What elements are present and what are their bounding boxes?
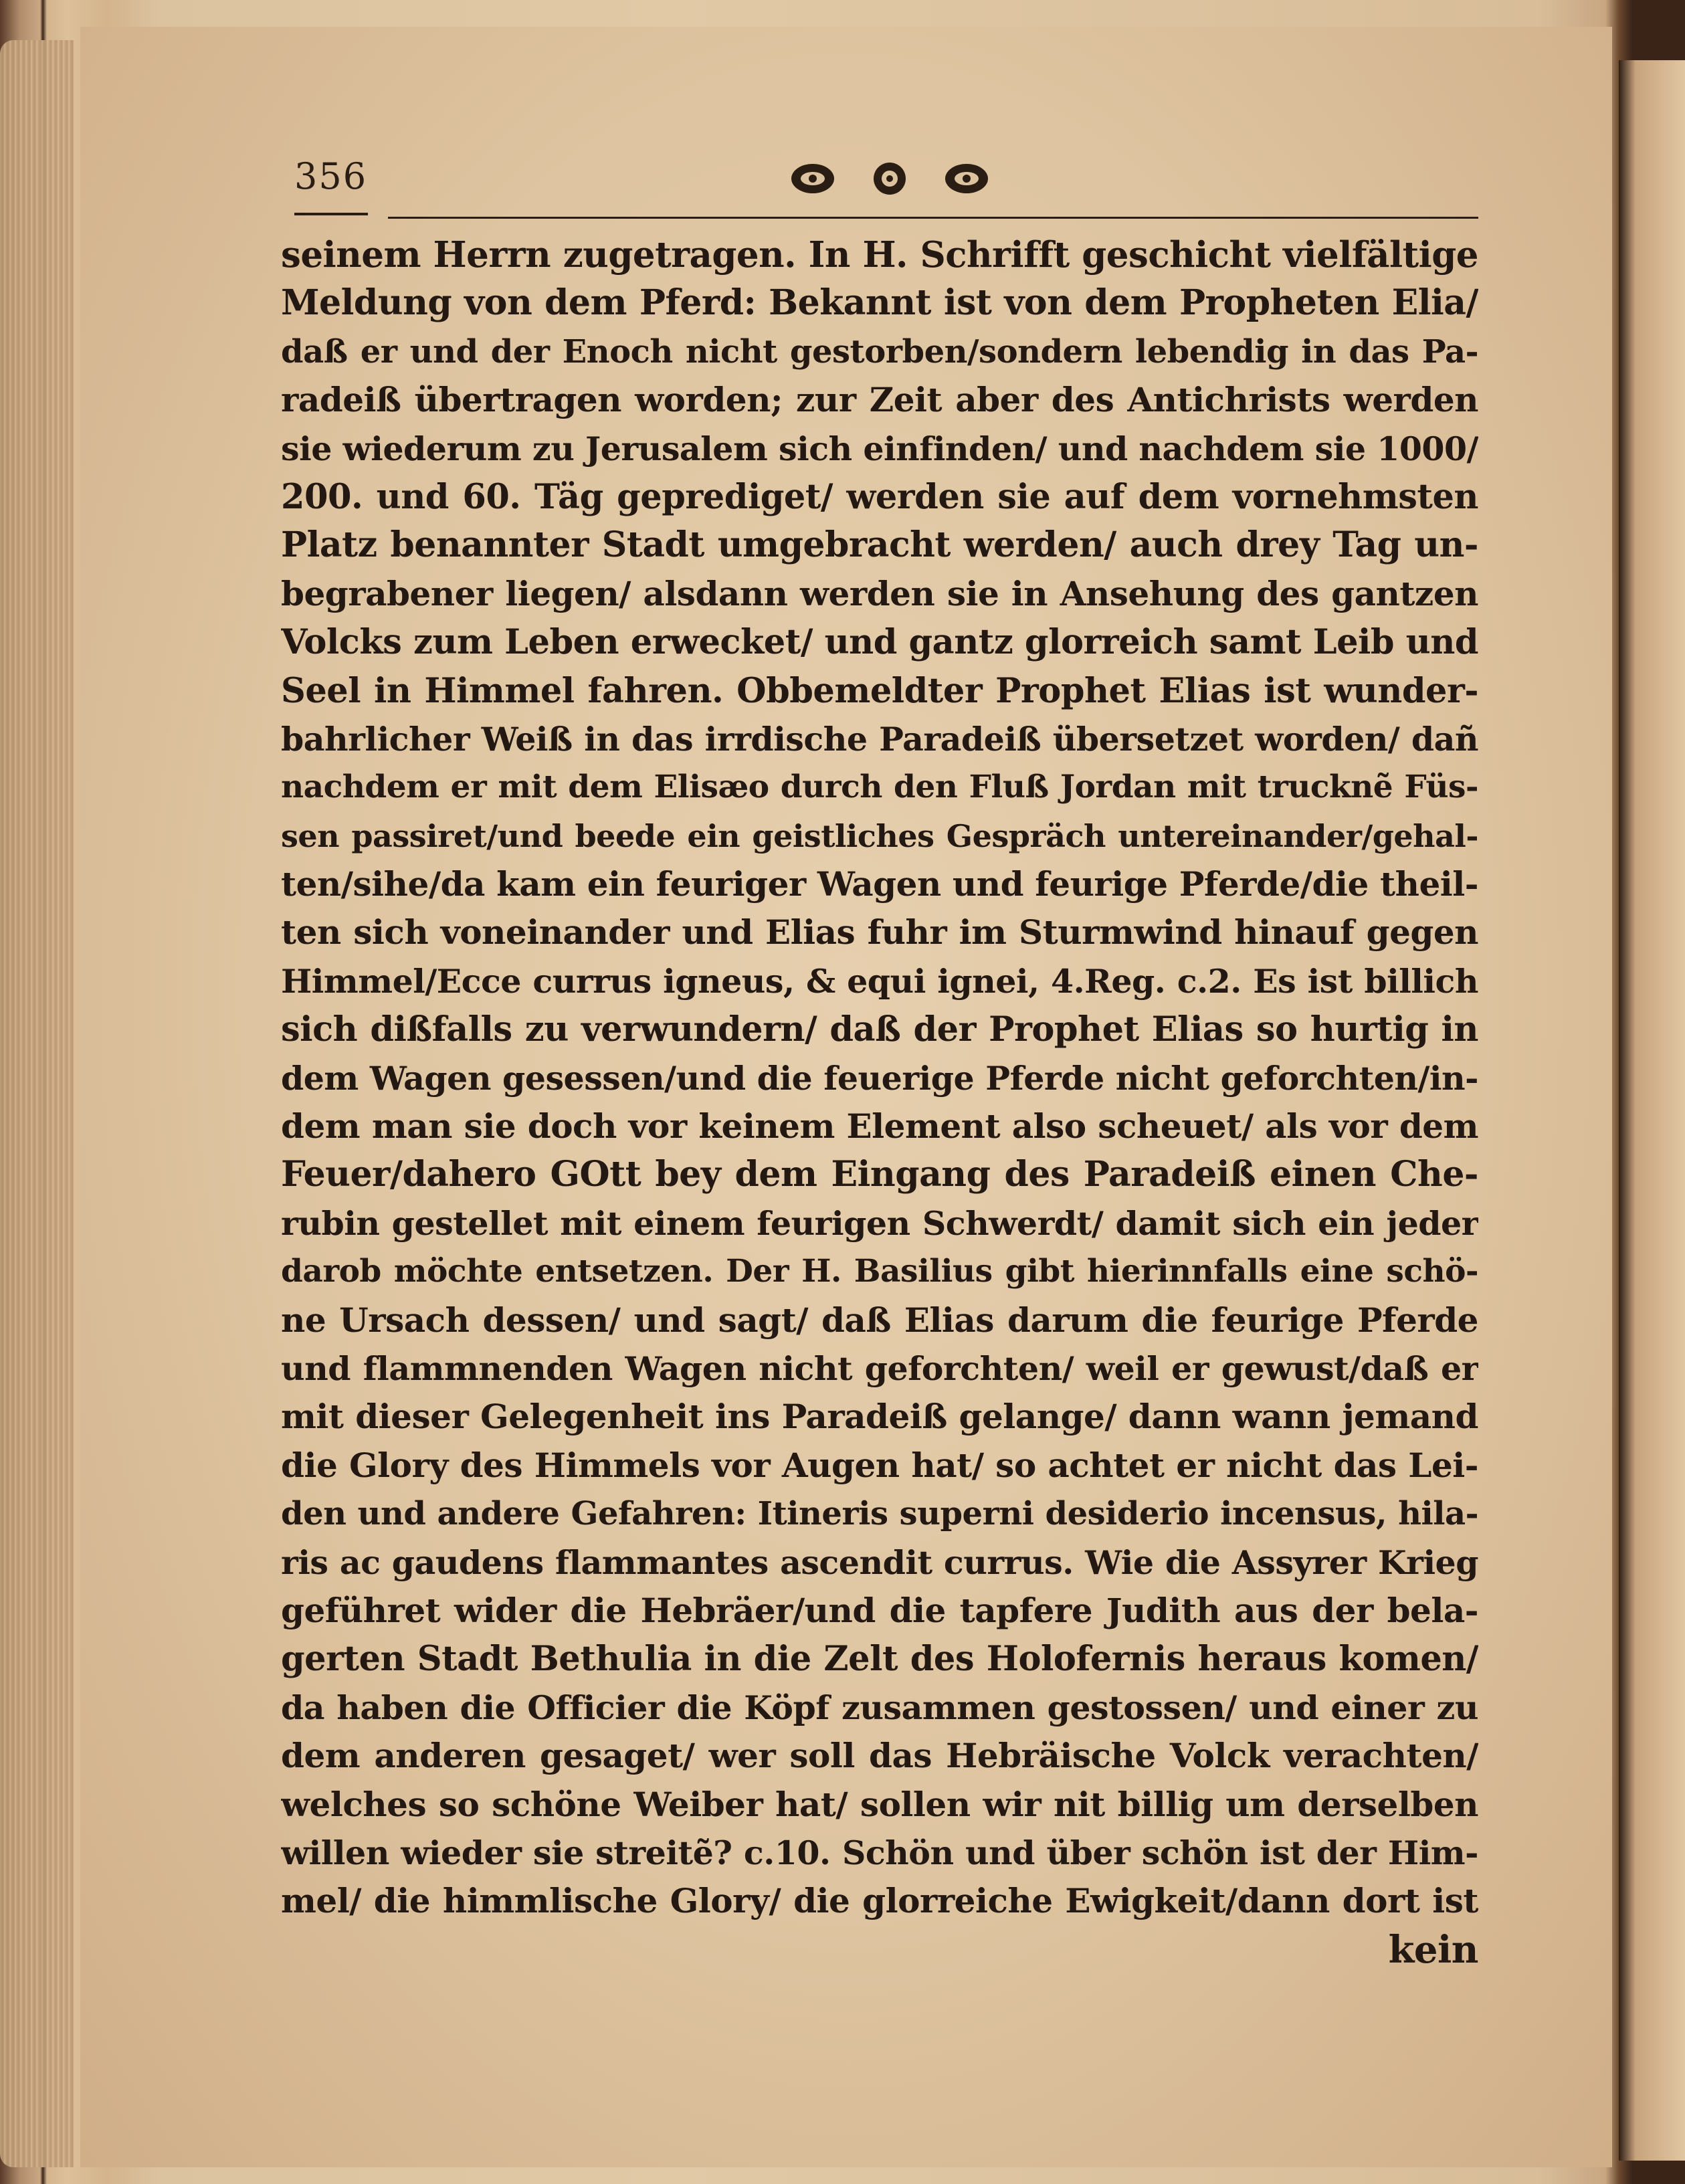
text-line: darob möchte entsetzen. Der H. Basilius gibt hierinnfalls eine schö- xyxy=(281,1253,1478,1290)
text-line: sie wiederum zu Jerusalem sich einfinden/ und nachdem sie 1000/ xyxy=(281,429,1478,468)
text-line: nachdem er mit dem Elisæo durch den Fluß Jordan mit trucknẽ Füs- xyxy=(281,769,1478,806)
text-line: den und andere Gefahren: Itineris superni desiderio incensus, hila- xyxy=(281,1495,1478,1533)
text-line: Meldung von dem Pferd: Bekannt ist von dem Propheten Elia/ xyxy=(281,282,1478,324)
text-line: seinem Herrn zugetragen. In H. Schrifft geschicht vielfältige xyxy=(281,234,1478,276)
text-line: radeiß übertragen worden; zur Zeit aber des Antichrists werden xyxy=(281,380,1478,420)
text-line: rubin gestellet mit einem feurigen Schwerdt/ damit sich ein jeder xyxy=(281,1203,1478,1243)
body-text xyxy=(281,231,1478,1974)
text-line: Seel in Himmel fahren. Obbemeldter Prophet Elias ist wunder- xyxy=(281,670,1478,711)
facing-page-edge xyxy=(1619,60,1685,2161)
page-stack-edge xyxy=(0,40,74,2167)
text-line: Feuer/dahero GOtt bey dem Eingang des Paradeiß einen Che- xyxy=(281,1154,1478,1195)
text-line: Platz benannter Stadt umgebracht werden/ auch drey Tag un- xyxy=(281,524,1478,566)
page-header xyxy=(294,155,1478,222)
text-line: ris ac gaudens flammantes ascendit currus. Wie die Assyrer Krieg xyxy=(281,1543,1478,1582)
text-line: Himmel/Ecce currus igneus, & equi ignei, 4.Reg. c.2. Es ist billich xyxy=(281,961,1478,1001)
text-line: mel/ die himmlische Glory/ die glorreiche Ewigkeit/dann dort ist xyxy=(281,1881,1478,1921)
text-line: sich dißfalls zu verwundern/ daß der Prophet Elias so hurtig in xyxy=(281,1009,1478,1050)
text-line: Volcks zum Leben erwecket/ und gantz glorreich samt Leib und xyxy=(281,622,1478,663)
text-line: ne Ursach dessen/ und sagt/ daß Elias darum die feurige Pferde xyxy=(281,1300,1478,1340)
header-rule xyxy=(294,213,368,215)
text-line: und flammnenden Wagen nicht geforchten/ weil er gewust/daß er xyxy=(281,1349,1478,1388)
catchword: kein xyxy=(1388,1927,1478,1972)
text-line: dem anderen gesaget/ wer soll das Hebräische Volck verachten/ xyxy=(281,1736,1478,1776)
text-line: gerten Stadt Bethulia in die Zelt des Holofernis heraus komen/ xyxy=(281,1639,1478,1680)
text-line: da haben die Officier die Köpf zusammen gestossen/ und einer zu xyxy=(281,1688,1478,1727)
text-line: dem Wagen gesessen/und die feuerige Pferde nicht geforchten/in- xyxy=(281,1058,1478,1098)
text-line: willen wieder sie streitẽ? c.10. Schön und über schön ist der Him- xyxy=(281,1833,1478,1872)
text-line: 200. und 60. Täg geprediget/ werden sie auf dem vornehmsten xyxy=(281,476,1478,517)
text-line: daß er und der Enoch nicht gestorben/sondern lebendig in das Pa- xyxy=(281,332,1478,371)
text-line: dem man sie doch vor keinem Element also scheuet/ als vor dem xyxy=(281,1106,1478,1147)
text-line: begrabener liegen/ alsdann werden sie in Ansehung des gantzen xyxy=(281,573,1478,613)
text-line: bahrlicher Weiß in das irrdische Paradeiß übersetzet worden/ dañ xyxy=(281,719,1478,759)
page-number: 356 xyxy=(294,155,368,197)
text-line: welches so schöne Weiber hat/ sollen wir nit billig um derselben xyxy=(281,1784,1478,1824)
floral-ornament-icon xyxy=(783,155,997,202)
text-line: geführet wider die Hebräer/und die tapfere Judith aus der bela- xyxy=(281,1590,1478,1630)
text-line: sen passiret/und beede ein geistliches Gespräch untereinander/gehal- xyxy=(281,817,1478,854)
text-line: die Glory des Himmels vor Augen hat/ so achtet er nicht das Lei- xyxy=(281,1445,1478,1485)
header-rule xyxy=(388,217,1478,219)
text-line: ten sich voneinander und Elias fuhr im Sturmwind hinauf gegen xyxy=(281,912,1478,953)
text-line: ten/sihe/da kam ein feuriger Wagen und feurige Pferde/die theil- xyxy=(281,864,1478,904)
text-line: mit dieser Gelegenheit ins Paradeiß gelange/ dann wann jemand xyxy=(281,1397,1478,1437)
